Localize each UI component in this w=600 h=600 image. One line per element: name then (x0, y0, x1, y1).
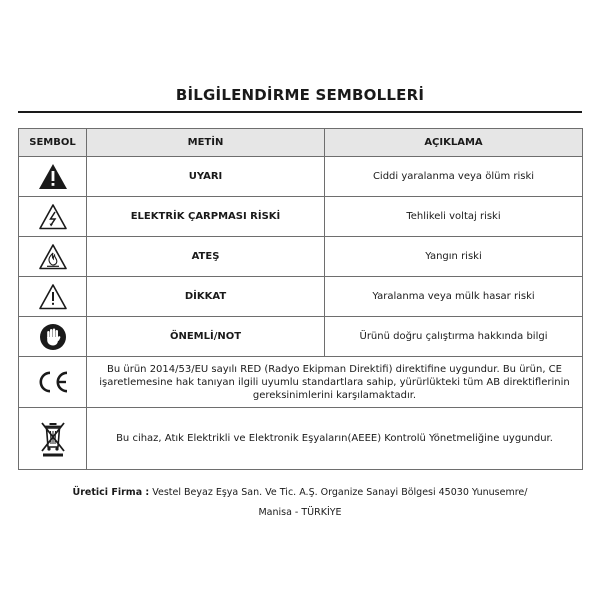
table-row-ce (19, 357, 583, 408)
symbol-cell (19, 197, 87, 237)
warning-filled-icon (38, 163, 68, 190)
row-text: ÖNEMLİ/NOT (87, 317, 325, 357)
title-divider (18, 111, 582, 113)
symbol-cell (19, 157, 87, 197)
electric-shock-icon (38, 203, 68, 230)
row-text: DİKKAT (87, 277, 325, 317)
manufacturer-info (40, 483, 560, 523)
header-symbol: SEMBOL (19, 129, 87, 157)
row-text: UYARI (87, 157, 325, 197)
table-row (19, 317, 583, 357)
table-row (19, 157, 583, 197)
row-description: Yangın riski (325, 237, 583, 277)
page-title: BİLGİLENDİRME SEMBOLLERİ (175, 86, 425, 104)
row-description: Yaralanma veya mülk hasar riski (325, 277, 583, 317)
row-description: Ciddi yaralanma veya ölüm riski (325, 157, 583, 197)
caution-icon (38, 283, 68, 310)
row-text: ELEKTRİK ÇARPMASI RİSKİ (87, 197, 325, 237)
symbol-cell (19, 357, 87, 408)
table-header-row (19, 129, 583, 157)
table-row (19, 237, 583, 277)
symbols-table (18, 128, 583, 470)
manufacturer-address-line1: Vestel Beyaz Eşya San. Ve Tic. A.Ş. Organize Sanayi Bölgesi 45030 Yunusemre/ (152, 487, 528, 498)
ce-description: Bu ürün 2014/53/EU sayılı RED (Radyo Ekipman Direktifi) direktifine uygundur. Bu ürün, CE işaretlemesine hak tanıyan ilgili uyumlu standartlara sahip, yürürlükteki tüm AB direktiflerinin gereksinimlerini karşılamaktadır. (87, 357, 583, 408)
row-description: Ürünü doğru çalıştırma hakkında bilgi (325, 317, 583, 357)
symbol-cell (19, 408, 87, 470)
crossed-bin-icon (38, 420, 68, 458)
table-row (19, 197, 583, 237)
symbol-cell (19, 317, 87, 357)
header-text: METİN (87, 129, 325, 157)
row-text: ATEŞ (87, 237, 325, 277)
hand-stop-icon (39, 323, 67, 351)
symbol-cell (19, 277, 87, 317)
symbol-cell (19, 237, 87, 277)
table-row-weee (19, 408, 583, 470)
row-description: Tehlikeli voltaj riski (325, 197, 583, 237)
ce-mark-icon (36, 370, 70, 394)
fire-icon (38, 243, 68, 270)
weee-description: Bu cihaz, Atık Elektrikli ve Elektronik Eşyaların(AEEE) Kontrolü Yönetmeliğine uygundur. (87, 408, 583, 470)
table-row (19, 277, 583, 317)
manufacturer-label: Üretici Firma : (72, 487, 150, 498)
header-description: AÇIKLAMA (325, 129, 583, 157)
manufacturer-address-line2: Manisa - TÜRKİYE (258, 507, 342, 518)
